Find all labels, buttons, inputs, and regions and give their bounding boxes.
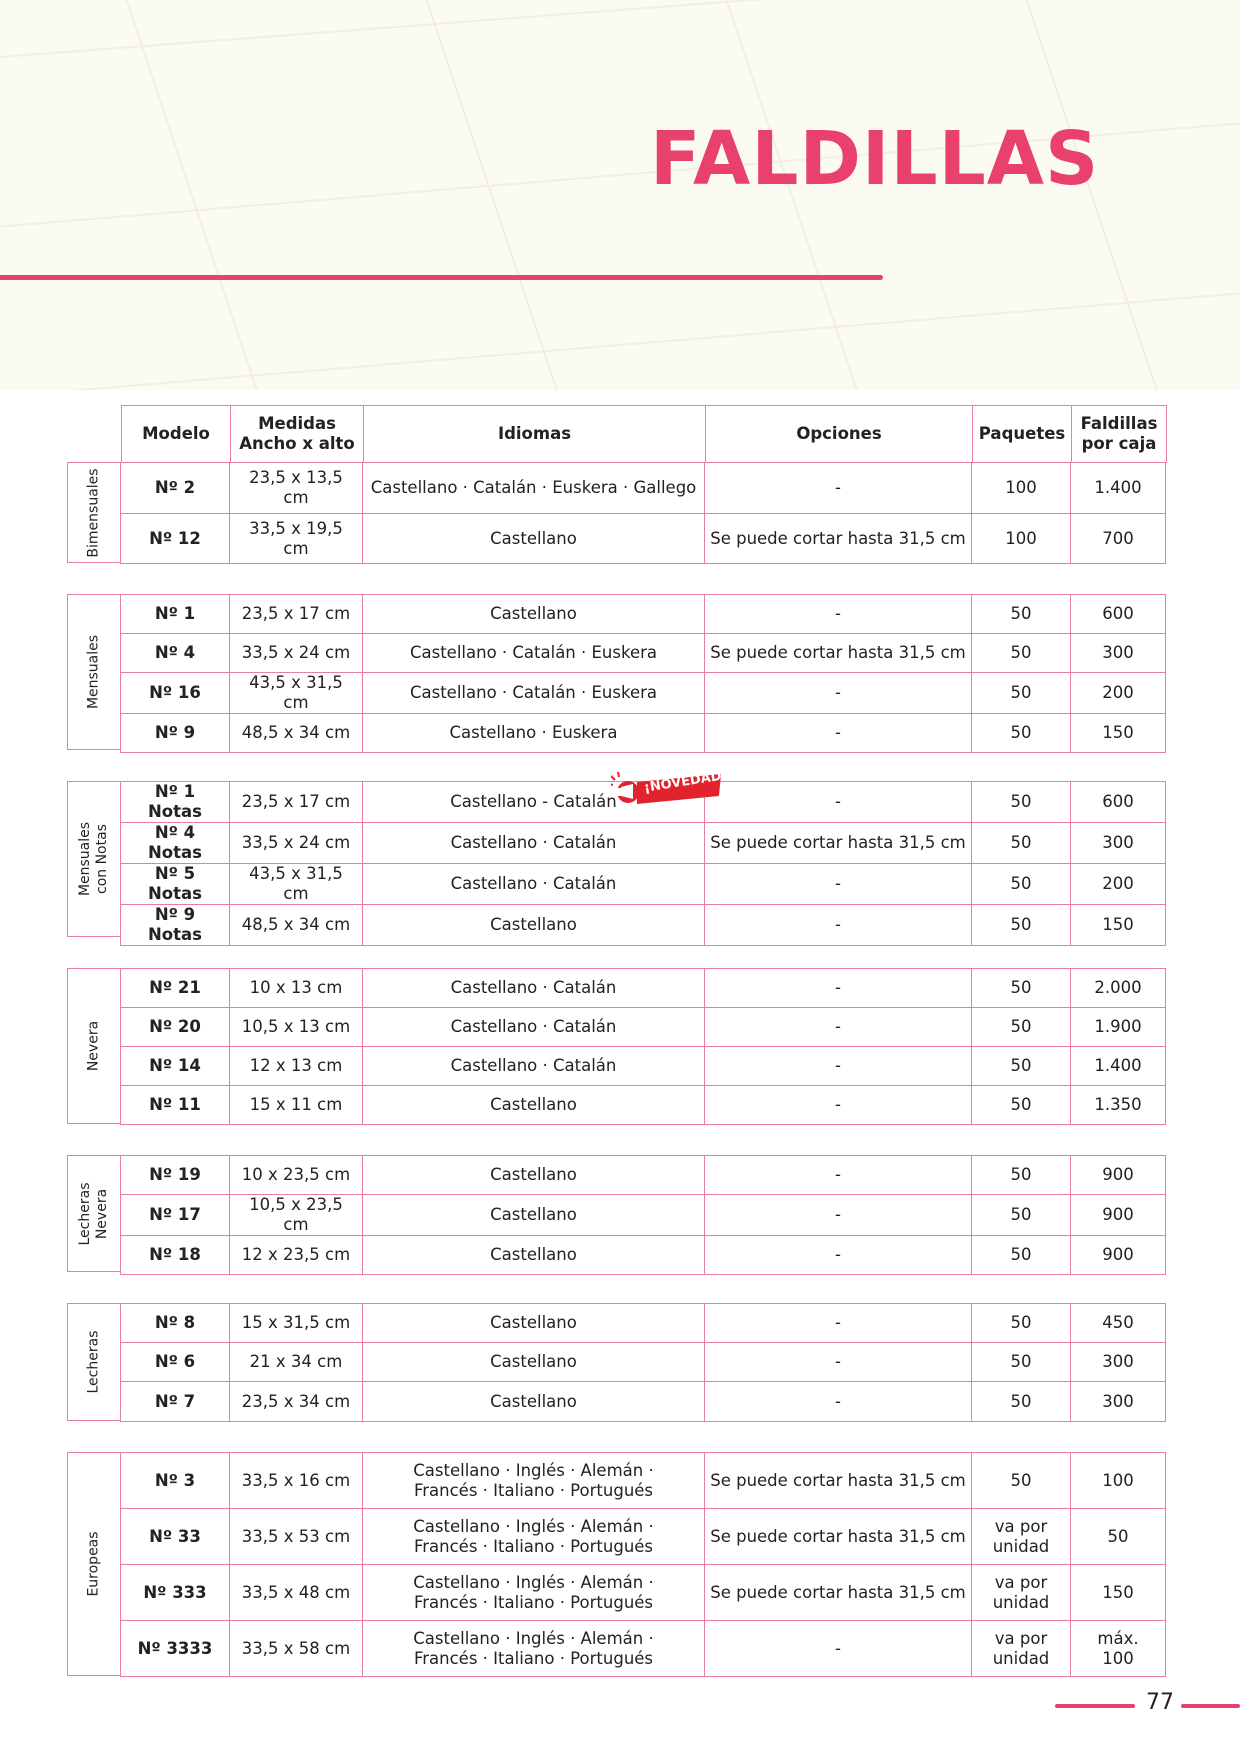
table-row [121, 714, 1166, 753]
cell-faldillas: 1.400 [1071, 463, 1166, 514]
group-table [120, 462, 1166, 564]
cell-opciones: - [705, 673, 972, 714]
table-row [121, 1509, 1166, 1565]
cell-faldillas: 150 [1071, 905, 1166, 946]
cell-modelo: Nº 14 [121, 1047, 230, 1086]
column-header-opciones: Opciones [706, 406, 973, 463]
cell-faldillas: 600 [1071, 782, 1166, 823]
cell-opciones: Se puede cortar hasta 31,5 cm [705, 823, 972, 864]
cell-modelo: Nº 18 [121, 1236, 230, 1275]
group-label-cell [67, 968, 120, 1124]
cell-faldillas: 300 [1071, 823, 1166, 864]
cell-modelo: Nº 9 [121, 714, 230, 753]
group-label-cell [67, 594, 120, 750]
group-table [120, 1303, 1166, 1422]
cell-opciones: - [705, 1343, 972, 1382]
column-header-medidas: Medidas Ancho x alto [231, 406, 364, 463]
cell-faldillas: 150 [1071, 714, 1166, 753]
cell-opciones: - [705, 1156, 972, 1195]
cell-opciones: - [705, 969, 972, 1008]
cell-opciones: - [705, 905, 972, 946]
cell-medidas: 12 x 13 cm [230, 1047, 363, 1086]
cell-modelo: Nº 3 [121, 1453, 230, 1509]
cell-paquetes: 50 [972, 1304, 1071, 1343]
group-label-cell [67, 1303, 120, 1421]
cell-paquetes: 50 [972, 1453, 1071, 1509]
table-row [121, 1008, 1166, 1047]
cell-medidas: 23,5 x 13,5 cm [230, 463, 363, 514]
cell-faldillas: 2.000 [1071, 969, 1166, 1008]
cell-opciones: Se puede cortar hasta 31,5 cm [705, 514, 972, 564]
group-table [120, 968, 1166, 1125]
cell-idiomas: Castellano [363, 1195, 705, 1236]
cell-faldillas: 450 [1071, 1304, 1166, 1343]
cell-modelo: Nº 33 [121, 1509, 230, 1565]
cell-medidas: 12 x 23,5 cm [230, 1236, 363, 1275]
cell-faldillas: 1.900 [1071, 1008, 1166, 1047]
cell-faldillas: 300 [1071, 1343, 1166, 1382]
cell-opciones: - [705, 1382, 972, 1422]
group-label: Europeas [85, 1531, 102, 1597]
page-footer [1055, 1690, 1240, 1720]
cell-medidas: 10,5 x 13 cm [230, 1008, 363, 1047]
cell-faldillas: 150 [1071, 1565, 1166, 1621]
table-row [121, 1453, 1166, 1509]
cell-paquetes: 50 [972, 1008, 1071, 1047]
cell-opciones: - [705, 595, 972, 634]
cell-idiomas: Castellano [363, 1304, 705, 1343]
cell-paquetes: 50 [972, 714, 1071, 753]
cell-paquetes: 50 [972, 673, 1071, 714]
cell-opciones: - [705, 1086, 972, 1125]
cell-idiomas: Castellano [363, 1156, 705, 1195]
group-table [120, 1155, 1166, 1275]
group-label-cell [67, 781, 120, 937]
badge-text: ¡NOVEDAD! [643, 767, 729, 796]
cell-faldillas: 200 [1071, 864, 1166, 905]
table-row [121, 1621, 1166, 1677]
cell-idiomas: Castellano · Inglés · Alemán · Francés · Italiano · Portugués [363, 1453, 705, 1509]
group-label-cell [67, 1452, 120, 1676]
table-row [121, 823, 1166, 864]
cell-medidas: 43,5 x 31,5 cm [230, 864, 363, 905]
cell-medidas: 48,5 x 34 cm [230, 714, 363, 753]
cell-opciones: - [705, 1304, 972, 1343]
cell-medidas: 43,5 x 31,5 cm [230, 673, 363, 714]
group-lecheras-nevera [67, 1155, 1166, 1275]
cell-idiomas: Castellano · Catalán [363, 823, 705, 864]
cell-idiomas: Castellano · Catalán · Euskera [363, 673, 705, 714]
cell-medidas: 33,5 x 24 cm [230, 634, 363, 673]
cell-idiomas: Castellano [363, 1086, 705, 1125]
cell-faldillas: 1.400 [1071, 1047, 1166, 1086]
footer-rule-left [1055, 1704, 1135, 1708]
cell-modelo: Nº 20 [121, 1008, 230, 1047]
title-underline [0, 275, 883, 280]
cell-modelo: Nº 1 [121, 595, 230, 634]
cell-opciones: - [705, 1195, 972, 1236]
cell-faldillas: 700 [1071, 514, 1166, 564]
cell-medidas: 48,5 x 34 cm [230, 905, 363, 946]
cell-medidas: 33,5 x 24 cm [230, 823, 363, 864]
cell-paquetes: 50 [972, 1047, 1071, 1086]
cell-idiomas: Castellano [363, 514, 705, 564]
cell-modelo: Nº 5 Notas [121, 864, 230, 905]
cell-paquetes: 50 [972, 595, 1071, 634]
cell-paquetes: 50 [972, 905, 1071, 946]
table-row [121, 595, 1166, 634]
group-nevera [67, 968, 1166, 1125]
cell-medidas: 33,5 x 19,5 cm [230, 514, 363, 564]
cell-faldillas: 900 [1071, 1195, 1166, 1236]
cell-idiomas: Castellano · Catalán · Euskera [363, 634, 705, 673]
cell-opciones: - [705, 1621, 972, 1677]
cell-modelo: Nº 333 [121, 1565, 230, 1621]
cell-idiomas: Castellano · Euskera [363, 714, 705, 753]
cell-paquetes: 50 [972, 1156, 1071, 1195]
cell-opciones: - [705, 463, 972, 514]
cell-opciones: - [705, 1236, 972, 1275]
group-lecheras [67, 1303, 1166, 1422]
cell-paquetes: 50 [972, 969, 1071, 1008]
cell-modelo: Nº 21 [121, 969, 230, 1008]
cell-opciones: Se puede cortar hasta 31,5 cm [705, 1453, 972, 1509]
cell-medidas: 33,5 x 48 cm [230, 1565, 363, 1621]
cell-idiomas: Castellano [363, 1343, 705, 1382]
table-row [121, 969, 1166, 1008]
cell-paquetes: 50 [972, 1086, 1071, 1125]
cell-paquetes: 50 [972, 1343, 1071, 1382]
column-header-idiomas: Idiomas [364, 406, 706, 463]
cell-paquetes: 50 [972, 823, 1071, 864]
cell-paquetes: va por unidad [972, 1565, 1071, 1621]
cell-opciones: - [705, 782, 972, 823]
page-number: 77 [1146, 1690, 1174, 1715]
group-europeas [67, 1452, 1166, 1677]
novedad-badge [611, 767, 729, 810]
group-label-cell [67, 1155, 120, 1272]
cell-medidas: 33,5 x 16 cm [230, 1453, 363, 1509]
column-header-paquetes: Paquetes [973, 406, 1072, 463]
cell-idiomas: Castellano · Catalán [363, 864, 705, 905]
table-row [121, 1382, 1166, 1422]
cell-medidas: 33,5 x 53 cm [230, 1509, 363, 1565]
cell-idiomas: Castellano · Catalán [363, 1047, 705, 1086]
cell-idiomas: Castellano - Catalán [363, 782, 705, 823]
cell-modelo: Nº 6 [121, 1343, 230, 1382]
cell-paquetes: 100 [972, 514, 1071, 564]
cell-idiomas: Castellano [363, 595, 705, 634]
table-row [121, 864, 1166, 905]
cell-opciones: Se puede cortar hasta 31,5 cm [705, 1509, 972, 1565]
group-bimensuales [67, 462, 1166, 564]
page-title: FALDILLAS [650, 116, 1100, 202]
cell-opciones: - [705, 714, 972, 753]
cell-paquetes: 50 [972, 1236, 1071, 1275]
group-label: Mensuales con Notas [77, 821, 110, 897]
cell-modelo: Nº 7 [121, 1382, 230, 1422]
table-row [121, 1156, 1166, 1195]
cell-medidas: 15 x 11 cm [230, 1086, 363, 1125]
cell-modelo: Nº 19 [121, 1156, 230, 1195]
cell-medidas: 10 x 23,5 cm [230, 1156, 363, 1195]
table-row [121, 1047, 1166, 1086]
cell-modelo: Nº 1 Notas [121, 782, 230, 823]
table-row [121, 463, 1166, 514]
cell-modelo: Nº 2 [121, 463, 230, 514]
cell-modelo: Nº 16 [121, 673, 230, 714]
cell-paquetes: va por unidad [972, 1621, 1071, 1677]
cell-opciones: - [705, 1008, 972, 1047]
cell-faldillas: 300 [1071, 1382, 1166, 1422]
cell-paquetes: 50 [972, 782, 1071, 823]
cell-faldillas: 50 [1071, 1509, 1166, 1565]
group-label-cell [67, 462, 120, 563]
cell-modelo: Nº 17 [121, 1195, 230, 1236]
column-header-modelo: Modelo [122, 406, 231, 463]
cell-medidas: 23,5 x 17 cm [230, 595, 363, 634]
table-row [121, 1236, 1166, 1275]
table-row [121, 514, 1166, 564]
cell-faldillas: 100 [1071, 1453, 1166, 1509]
cell-idiomas: Castellano [363, 905, 705, 946]
group-table [120, 1452, 1166, 1677]
table-row [121, 1086, 1166, 1125]
cell-faldillas: 300 [1071, 634, 1166, 673]
cell-opciones: Se puede cortar hasta 31,5 cm [705, 1565, 972, 1621]
cell-medidas: 10,5 x 23,5 cm [230, 1195, 363, 1236]
cell-idiomas: Castellano [363, 1382, 705, 1422]
cell-idiomas: Castellano · Inglés · Alemán · Francés · Italiano · Portugués [363, 1509, 705, 1565]
cell-idiomas: Castellano · Inglés · Alemán · Francés · Italiano · Portugués [363, 1565, 705, 1621]
footer-rule-right [1181, 1704, 1240, 1708]
cell-opciones: Se puede cortar hasta 31,5 cm [705, 634, 972, 673]
cell-faldillas: 1.350 [1071, 1086, 1166, 1125]
cell-idiomas: Castellano · Catalán [363, 1008, 705, 1047]
group-label: Lecheras [85, 1330, 102, 1394]
cell-idiomas: Castellano · Catalán [363, 969, 705, 1008]
cell-medidas: 10 x 13 cm [230, 969, 363, 1008]
cell-modelo: Nº 4 [121, 634, 230, 673]
table-row [121, 1304, 1166, 1343]
cell-medidas: 15 x 31,5 cm [230, 1304, 363, 1343]
cell-modelo: Nº 3333 [121, 1621, 230, 1677]
cell-modelo: Nº 8 [121, 1304, 230, 1343]
table-row [121, 1343, 1166, 1382]
cell-paquetes: 100 [972, 463, 1071, 514]
cell-medidas: 23,5 x 17 cm [230, 782, 363, 823]
group-table [120, 594, 1166, 753]
cell-faldillas: 600 [1071, 595, 1166, 634]
group-label: Lecheras Nevera [77, 1182, 110, 1245]
table-row [121, 673, 1166, 714]
cell-opciones: - [705, 1047, 972, 1086]
cell-paquetes: 50 [972, 1195, 1071, 1236]
cell-faldillas: máx. 100 [1071, 1621, 1166, 1677]
cell-paquetes: 50 [972, 1382, 1071, 1422]
cell-medidas: 23,5 x 34 cm [230, 1382, 363, 1422]
cell-paquetes: va por unidad [972, 1509, 1071, 1565]
table-row [121, 1565, 1166, 1621]
cell-paquetes: 50 [972, 634, 1071, 673]
group-mensuales [67, 594, 1166, 753]
column-header-row [121, 405, 1167, 463]
group-label: Bimensuales [85, 467, 102, 558]
cell-medidas: 33,5 x 58 cm [230, 1621, 363, 1677]
table-row [121, 634, 1166, 673]
cell-idiomas: Castellano [363, 1236, 705, 1275]
table-row [121, 905, 1166, 946]
cell-modelo: Nº 9 Notas [121, 905, 230, 946]
cell-idiomas: Castellano · Catalán · Euskera · Gallego [363, 463, 705, 514]
cell-medidas: 21 x 34 cm [230, 1343, 363, 1382]
cell-idiomas: Castellano · Inglés · Alemán · Francés · Italiano · Portugués [363, 1621, 705, 1677]
cell-faldillas: 200 [1071, 673, 1166, 714]
column-header-faldillas: Faldillas por caja [1072, 406, 1167, 463]
cell-paquetes: 50 [972, 864, 1071, 905]
group-label: Nevera [85, 1020, 102, 1072]
table-row [121, 1195, 1166, 1236]
cell-modelo: Nº 11 [121, 1086, 230, 1125]
cell-modelo: Nº 4 Notas [121, 823, 230, 864]
cell-faldillas: 900 [1071, 1236, 1166, 1275]
cell-modelo: Nº 12 [121, 514, 230, 564]
group-label: Mensuales [85, 634, 102, 710]
cell-faldillas: 900 [1071, 1156, 1166, 1195]
cell-opciones: - [705, 864, 972, 905]
